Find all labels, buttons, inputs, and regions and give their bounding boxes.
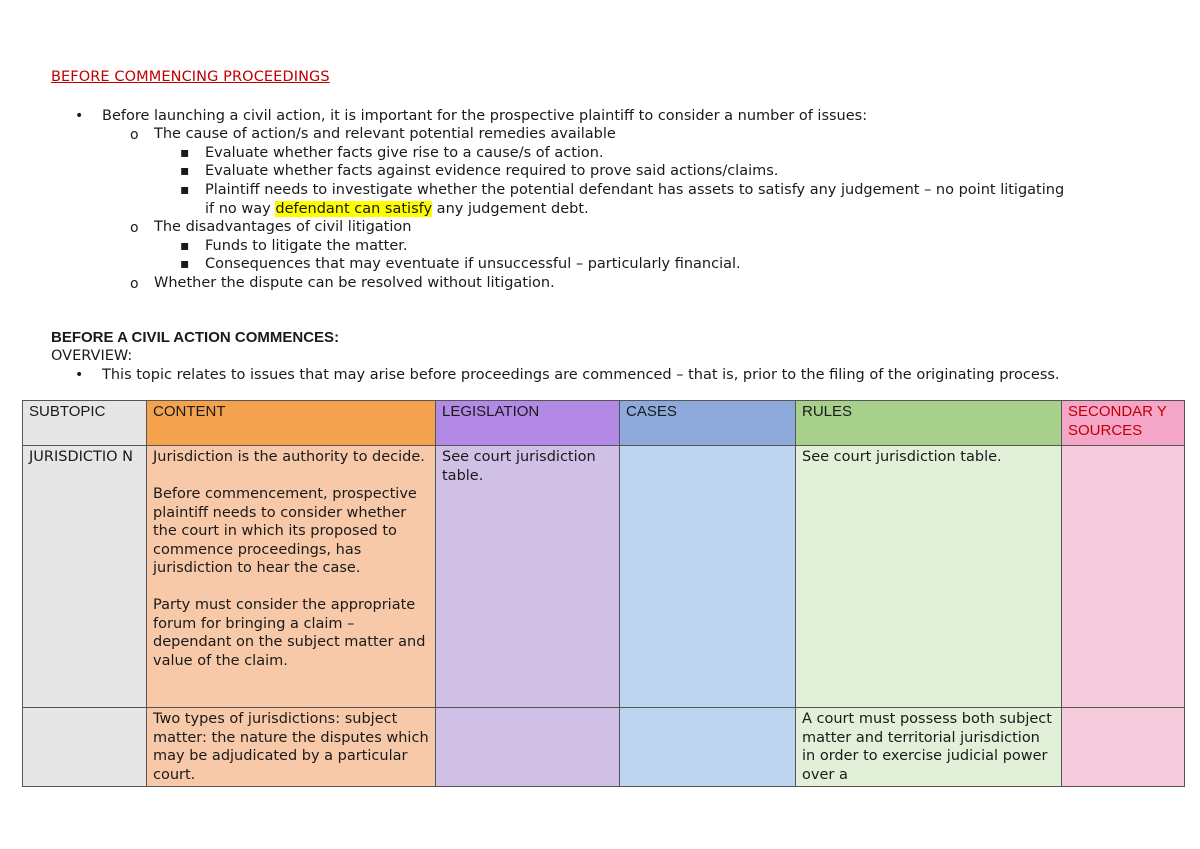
content-paragraph: Party must consider the appropriate forum for bringing a claim – dependant on the subject matter and value of the claim. [153, 597, 426, 669]
content-paragraph: Jurisdiction is the authority to decide. [153, 449, 425, 465]
list-item-cause-of-action: The cause of action/s and relevant potential remedies available [154, 126, 616, 142]
square-bullet: ▪ [180, 163, 190, 179]
overview-label: OVERVIEW: [51, 348, 133, 364]
table-row [23, 708, 1185, 787]
text-run: any judgement debt. [432, 201, 589, 217]
cell-rules: A court must possess both subject matter and territorial jurisdiction in order to exercise judicial power over a [796, 708, 1062, 787]
overview-bullet-text: This topic relates to issues that may arise before proceedings are commenced – that is, prior to the filing of the originating process. [102, 367, 1060, 383]
list-item-evaluate-facts: Evaluate whether facts give rise to a cause/s of action. [205, 145, 604, 161]
circle-bullet: o [130, 127, 139, 143]
cell-cases [620, 708, 796, 787]
list-item-investigate-assets-cont [205, 200, 589, 218]
list-item-investigate-assets: Plaintiff needs to investigate whether the potential defendant has assets to satisfy any judgement – no point litigating [205, 182, 1065, 198]
content-paragraph: Two types of jurisdictions: subject matter: the nature the disputes which may be adjudicated by a particular court. [153, 711, 429, 783]
highlighted-text: defendant can satisfy [275, 201, 433, 217]
cell-rules: See court jurisdiction table. [796, 446, 1062, 708]
square-bullet: ▪ [180, 145, 190, 161]
content-paragraph: Before commencement, prospective plaintiff needs to consider whether the court in which its proposed to commence proceedings, has jurisdiction to hear the case. [153, 486, 417, 576]
cell-legislation [436, 708, 620, 787]
header-rules: RULES [796, 401, 1062, 446]
list-item-resolve-without-litigation: Whether the dispute can be resolved without litigation. [154, 275, 555, 291]
disc-bullet: • [75, 367, 84, 383]
header-content: CONTENT [147, 401, 436, 446]
list-item-funds: Funds to litigate the matter. [205, 238, 408, 254]
cell-legislation: See court jurisdiction table. [436, 446, 620, 708]
square-bullet: ▪ [180, 182, 190, 198]
text-run: if no way [205, 201, 276, 217]
header-cases: CASES [620, 401, 796, 446]
table-row [23, 446, 1185, 708]
cell-subtopic [23, 708, 147, 787]
header-legislation: LEGISLATION [436, 401, 620, 446]
cell-content [147, 708, 436, 787]
cell-secondary [1062, 708, 1185, 787]
header-subtopic: SUBTOPIC [23, 401, 147, 446]
disc-bullet: • [75, 108, 84, 124]
square-bullet: ▪ [180, 238, 190, 254]
section-heading-civil-action: BEFORE A CIVIL ACTION COMMENCES: [51, 329, 340, 346]
list-item-evaluate-evidence: Evaluate whether facts against evidence required to prove said actions/claims. [205, 163, 779, 179]
square-bullet: ▪ [180, 256, 190, 272]
section-heading-before-commencing: BEFORE COMMENCING PROCEEDINGS [51, 69, 330, 85]
header-secondary-sources: SECONDAR Y SOURCES [1062, 401, 1185, 446]
cell-content [147, 446, 436, 708]
circle-bullet: o [130, 220, 139, 236]
list-item-disadvantages: The disadvantages of civil litigation [154, 219, 412, 235]
cell-secondary [1062, 446, 1185, 708]
cell-cases [620, 446, 796, 708]
list-item-intro: Before launching a civil action, it is important for the prospective plaintiff to consider a number of issues: [102, 108, 868, 124]
topic-table [22, 400, 1185, 787]
table-header-row [23, 401, 1185, 446]
cell-subtopic: JURISDICTIO N [23, 446, 147, 708]
circle-bullet: o [130, 276, 139, 292]
list-item-consequences: Consequences that may eventuate if unsuccessful – particularly financial. [205, 256, 741, 272]
